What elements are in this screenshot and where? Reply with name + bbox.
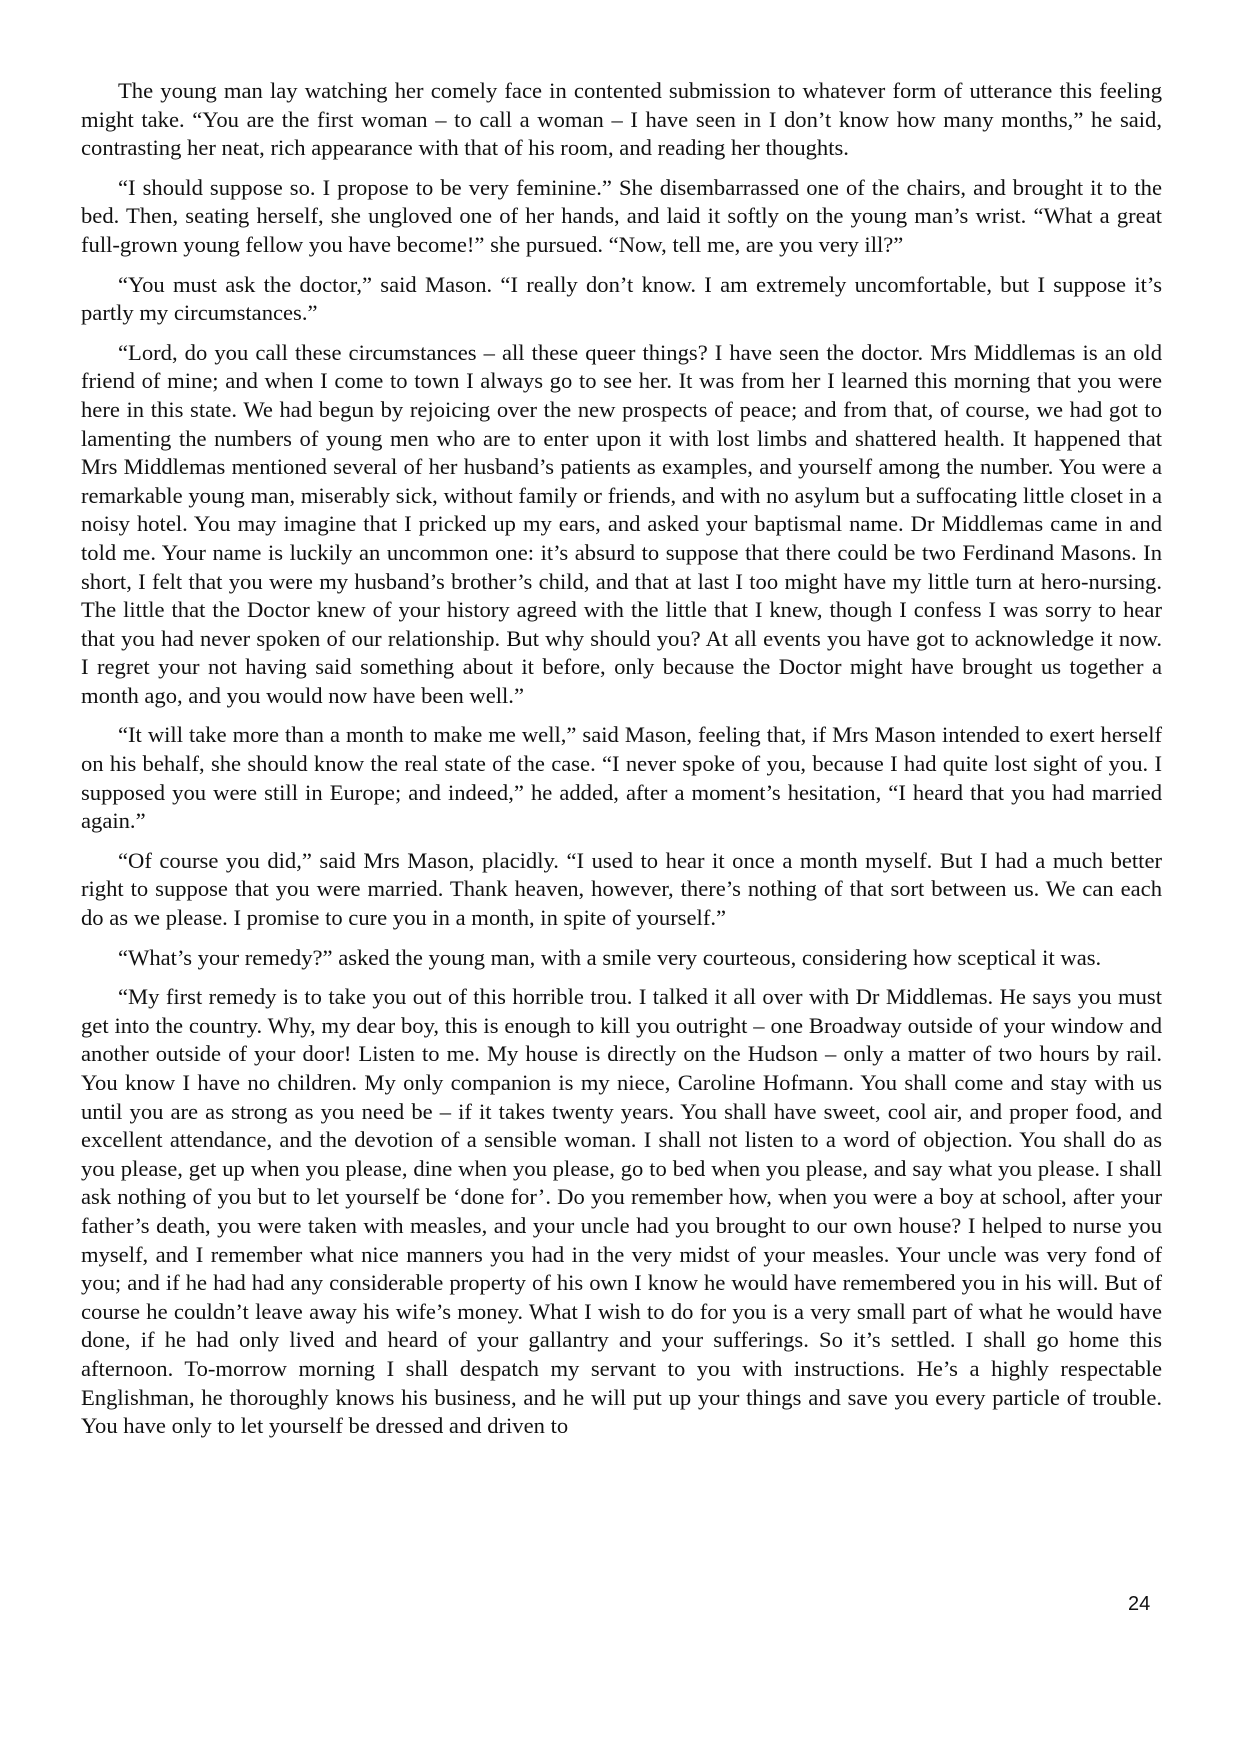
paragraph-1: The young man lay watching her comely face in contented submission to whatever form of utterance this feeling might take. “You are the first woman – to call a woman – I have seen in I don’t know how many months,” he said, contrasting her neat, rich appearance with that of his room, and reading her thoughts.	[81, 78, 1162, 161]
page-body	[81, 77, 1162, 1452]
paragraph-3: “You must ask the doctor,” said Mason. “I really don’t know. I am extremely uncomfortable, but I suppose it’s partly my circumstances.”	[81, 271, 1162, 326]
paragraph-2: “I should suppose so. I propose to be very feminine.” She disembarrassed one of the chairs, and brought it to the bed. Then, seating herself, she ungloved one of her hands, and laid it softly on the young man’s wrist. “What a great full-grown young fellow you have become!” she pursued. “Now, tell me, are you very ill?”	[81, 174, 1162, 257]
paragraph-5: “It will take more than a month to make me well,” said Mason, feeling that, if Mrs Mason intended to exert herself on his behalf, she should know the real state of the case. “I never spoke of you, because I had quite lost sight of you. I supposed you were still in Europe; and indeed,” he added, after a moment’s hesitation, “I heard that you had married again.”	[81, 722, 1162, 834]
paragraph-8: “My first remedy is to take you out of this horrible trou. I talked it all over with Dr Middlemas. He says you must get into the country. Why, my dear boy, this is enough to kill you outright – one Broadway outside of your window and another outside of your door! Listen to me. My house is directly on the Hudson – only a matter of two hours by rail. You know I have no children. My only companion is my niece, Caroline Hofmann. You shall come and stay with us until you are as strong as you need be – if it takes twenty years. You shall have sweet, cool air, and proper food, and excellent attendance, and the devotion of a sensible woman. I shall not listen to a word of objection. You shall do as you please, get up when you please, dine when you please, go to bed when you please, and say what you please. I shall ask nothing of you but to let yourself be ‘done for’. Do you remember how, when you were a boy at school, after your father’s death, you were taken with measles, and your uncle had you brought to our own house? I helped to nurse you myself, and I remember what nice manners you had in the very midst of your measles. Your uncle was very fond of you; and if he had had any considerable property of his own I know he would have remembered you in his will. But of course he couldn’t leave away his wife’s money. What I wish to do for you is a very small part of what he would have done, if he had only lived and heard of your gallantry and your sufferings. So it’s settled. I shall go home this afternoon. To-morrow morning I shall despatch my servant to you with instructions. He’s a highly respectable Englishman, he thoroughly knows his business, and he will put up your things and save you every particle of trouble. You have only to let yourself be dressed and driven to	[81, 984, 1162, 1439]
paragraph-7: “What’s your remedy?” asked the young man, with a smile very courteous, considering how sceptical it was.	[118, 944, 1102, 970]
paragraph-6: “Of course you did,” said Mrs Mason, placidly. “I used to hear it once a month myself. But I had a much better right to suppose that you were married. Thank heaven, however, there’s nothing of that sort between us. We can each do as we please. I promise to cure you in a month, in spite of yourself.”	[81, 847, 1162, 931]
page-number: 24	[1128, 1593, 1151, 1615]
paragraph-4: “Lord, do you call these circumstances – all these queer things? I have seen the doctor. Mrs Middlemas is an old friend of mine; and when I come to town I always go to see her. It was from her I learned this morning that you were here in this state. We had begun by rejoicing over the new prospects of peace; and from that, of course, we had got to lamenting the numbers of young men who are to enter upon it with lost limbs and shattered health. It happened that Mrs Middlemas mentioned several of her husband’s patients as examples, and yourself among the number. You were a remarkable young man, miserably sick, without family or friends, and with no asylum but a suffocating little closet in a noisy hotel. You may imagine that I pricked up my ears, and asked your baptismal name. Dr Middlemas came in and told me. Your name is luckily an uncommon one: it’s absurd to suppose that there could be two Ferdinand Masons. In short, I felt that you were my husband’s brother’s child, and that at last I too might have my little turn at hero-nursing. The little that the Doctor knew of your history agreed with the little that I knew, though I confess I was sorry to hear that you had never spoken of our relationship. But why should you? At all events you have got to acknowledge it now. I regret your not having said something about it before, only because the Doctor might have brought us together a month ago, and you would now have been well.”	[81, 339, 1162, 708]
